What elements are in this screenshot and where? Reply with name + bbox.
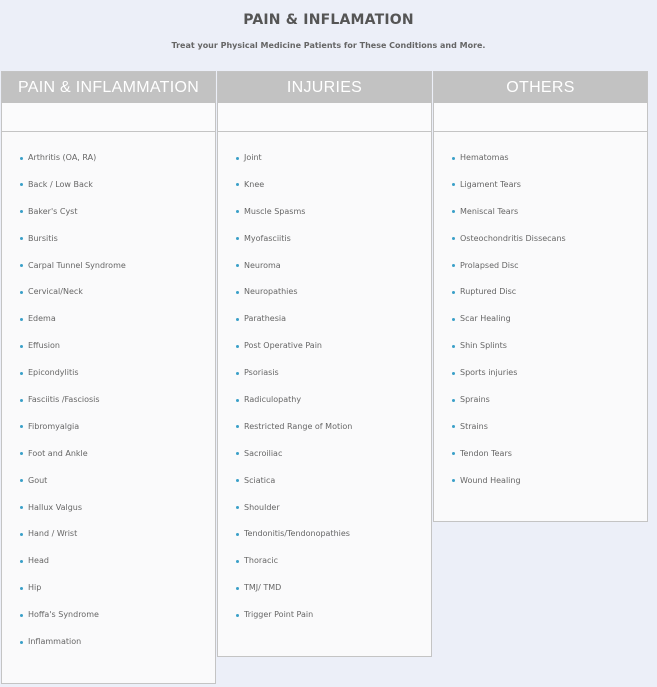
bullet-icon bbox=[20, 345, 23, 348]
bullet-icon bbox=[236, 157, 239, 160]
column-spacer bbox=[218, 103, 431, 132]
bullet-icon bbox=[452, 157, 455, 160]
list-item-label: Back / Low Back bbox=[28, 179, 93, 189]
list-item-label: Foot and Ankle bbox=[28, 448, 88, 458]
list-item bbox=[434, 313, 647, 340]
condition-list bbox=[2, 132, 215, 663]
bullet-icon bbox=[452, 479, 455, 482]
bullet-icon bbox=[236, 587, 239, 590]
column-pain-inflammation bbox=[1, 71, 216, 684]
column-heading: OTHERS bbox=[434, 72, 647, 103]
list-item-label: Head bbox=[28, 556, 49, 566]
list-item-label: Thoracic bbox=[244, 556, 279, 566]
bullet-icon bbox=[236, 425, 239, 428]
bullet-icon bbox=[452, 183, 455, 186]
list-item-label: Edema bbox=[28, 314, 56, 324]
list-item bbox=[218, 475, 431, 502]
list-item bbox=[218, 233, 431, 260]
list-item-label: Sprains bbox=[460, 395, 490, 405]
bullet-icon bbox=[20, 318, 23, 321]
bullet-icon bbox=[452, 372, 455, 375]
list-item-label: Effusion bbox=[28, 341, 60, 351]
list-item bbox=[434, 448, 647, 475]
list-item bbox=[2, 233, 215, 260]
bullet-icon bbox=[452, 210, 455, 213]
list-item-label: Shoulder bbox=[244, 502, 280, 512]
page-title: PAIN & INFLAMATION bbox=[243, 12, 414, 28]
bullet-icon bbox=[236, 560, 239, 563]
list-item-label: Neuroma bbox=[244, 260, 281, 270]
column-injuries bbox=[217, 71, 432, 657]
bullet-icon bbox=[452, 291, 455, 294]
list-item bbox=[434, 421, 647, 448]
list-item bbox=[218, 528, 431, 555]
list-item-label: Psoriasis bbox=[244, 368, 279, 378]
bullet-icon bbox=[20, 183, 23, 186]
bullet-icon bbox=[20, 506, 23, 509]
list-item-label: Post Operative Pain bbox=[244, 341, 322, 351]
list-item-label: Trigger Point Pain bbox=[244, 610, 314, 620]
bullet-icon bbox=[236, 345, 239, 348]
list-item-label: Hand / Wrist bbox=[28, 529, 78, 539]
bullet-icon bbox=[452, 318, 455, 321]
list-item bbox=[218, 152, 431, 179]
list-item bbox=[2, 152, 215, 179]
list-item-label: Hip bbox=[28, 583, 42, 593]
list-item-label: TMJ/ TMD bbox=[244, 583, 282, 593]
bullet-icon bbox=[20, 587, 23, 590]
list-item-label: Arthritis (OA, RA) bbox=[28, 153, 97, 162]
list-item bbox=[218, 340, 431, 367]
list-item bbox=[2, 260, 215, 287]
list-item-label: Hoffa's Syndrome bbox=[28, 610, 99, 620]
bullet-icon bbox=[20, 560, 23, 563]
list-item bbox=[434, 233, 647, 260]
list-item bbox=[218, 421, 431, 448]
column-others bbox=[433, 71, 648, 522]
list-item-label: Scar Healing bbox=[460, 314, 511, 324]
list-item-label: Sciatica bbox=[244, 475, 276, 485]
column-spacer bbox=[2, 103, 215, 132]
list-item bbox=[2, 555, 215, 582]
bullet-icon bbox=[20, 237, 23, 240]
bullet-icon bbox=[452, 237, 455, 240]
list-item bbox=[2, 475, 215, 502]
bullet-icon bbox=[452, 345, 455, 348]
bullet-icon bbox=[452, 452, 455, 455]
bullet-icon bbox=[20, 157, 23, 160]
list-item-label: Bursitis bbox=[28, 233, 58, 243]
list-item-label: Sacroiliac bbox=[244, 448, 283, 458]
list-item-label: Ruptured Disc bbox=[460, 287, 517, 297]
bullet-icon bbox=[20, 533, 23, 536]
bullet-icon bbox=[20, 641, 23, 644]
list-item bbox=[2, 528, 215, 555]
list-item bbox=[218, 313, 431, 340]
list-item bbox=[218, 286, 431, 313]
list-item-label: Knee bbox=[244, 179, 265, 189]
list-item bbox=[218, 206, 431, 233]
list-item-label: Radiculopathy bbox=[244, 395, 302, 405]
bullet-icon bbox=[236, 399, 239, 402]
list-item bbox=[434, 206, 647, 233]
bullet-icon bbox=[236, 264, 239, 267]
bullet-icon bbox=[236, 614, 239, 617]
list-item bbox=[2, 286, 215, 313]
list-item bbox=[434, 286, 647, 313]
condition-list bbox=[218, 132, 431, 636]
list-item-label: Hematomas bbox=[460, 153, 509, 162]
bullet-icon bbox=[236, 533, 239, 536]
list-item-label: Prolapsed Disc bbox=[460, 260, 519, 270]
page-subtitle: Treat your Physical Medicine Patients for These Conditions and More. bbox=[171, 41, 486, 50]
list-item bbox=[218, 502, 431, 529]
list-item bbox=[2, 367, 215, 394]
list-item-label: Shin Splints bbox=[460, 341, 507, 351]
list-item-label: Hallux Valgus bbox=[28, 502, 83, 512]
list-item-label: Fibromyalgia bbox=[28, 421, 80, 431]
bullet-icon bbox=[20, 264, 23, 267]
list-item bbox=[218, 260, 431, 287]
list-item bbox=[218, 582, 431, 609]
bullet-icon bbox=[20, 452, 23, 455]
list-item bbox=[218, 394, 431, 421]
list-item bbox=[218, 367, 431, 394]
list-item bbox=[2, 313, 215, 340]
list-item bbox=[434, 367, 647, 394]
condition-list bbox=[434, 132, 647, 502]
bullet-icon bbox=[236, 210, 239, 213]
list-item bbox=[2, 502, 215, 529]
bullet-icon bbox=[452, 264, 455, 267]
list-item-label: Strains bbox=[460, 421, 488, 431]
list-item-label: Parathesia bbox=[244, 314, 286, 324]
list-item bbox=[2, 421, 215, 448]
bullet-icon bbox=[452, 425, 455, 428]
bullet-icon bbox=[20, 291, 23, 294]
column-spacer bbox=[434, 103, 647, 132]
column-heading: INJURIES bbox=[218, 72, 431, 103]
list-item bbox=[218, 609, 431, 636]
list-item-label: Sports injuries bbox=[460, 368, 518, 378]
list-item-label: Meniscal Tears bbox=[460, 206, 519, 216]
list-item-label: Muscle Spasms bbox=[244, 206, 306, 216]
bullet-icon bbox=[236, 291, 239, 294]
bullet-icon bbox=[20, 614, 23, 617]
list-item bbox=[2, 448, 215, 475]
list-item bbox=[2, 179, 215, 206]
bullet-icon bbox=[236, 183, 239, 186]
list-item-label: Myofasciitis bbox=[244, 233, 291, 243]
list-item bbox=[2, 340, 215, 367]
list-item-label: Tendonitis/Tendonopathies bbox=[244, 529, 350, 539]
list-item-label: Epicondylitis bbox=[28, 368, 79, 378]
bullet-icon bbox=[236, 318, 239, 321]
bullet-icon bbox=[236, 372, 239, 375]
list-item bbox=[434, 179, 647, 206]
list-item-label: Osteochondritis Dissecans bbox=[460, 233, 566, 243]
list-item-label: Gout bbox=[28, 475, 48, 485]
bullet-icon bbox=[236, 479, 239, 482]
bullet-icon bbox=[20, 479, 23, 482]
list-item bbox=[218, 555, 431, 582]
list-item-label: Neuropathies bbox=[244, 287, 298, 297]
list-item-label: Cervical/Neck bbox=[28, 287, 83, 297]
list-item-label: Ligament Tears bbox=[460, 179, 521, 189]
list-item-label: Restricted Range of Motion bbox=[244, 421, 353, 431]
list-item bbox=[434, 394, 647, 421]
list-item-label: Tendon Tears bbox=[460, 448, 512, 458]
list-item bbox=[434, 340, 647, 367]
list-item bbox=[2, 636, 215, 663]
list-item bbox=[2, 206, 215, 233]
bullet-icon bbox=[20, 372, 23, 375]
bullet-icon bbox=[236, 237, 239, 240]
list-item bbox=[434, 475, 647, 502]
list-item bbox=[2, 582, 215, 609]
bullet-icon bbox=[20, 210, 23, 213]
list-item bbox=[434, 152, 647, 179]
list-item bbox=[434, 260, 647, 287]
bullet-icon bbox=[236, 452, 239, 455]
bullet-icon bbox=[20, 425, 23, 428]
list-item-label: Fasciitis /Fasciosis bbox=[28, 395, 100, 405]
list-item bbox=[2, 394, 215, 421]
bullet-icon bbox=[20, 399, 23, 402]
bullet-icon bbox=[236, 506, 239, 509]
list-item-label: Wound Healing bbox=[460, 475, 521, 485]
list-item bbox=[218, 448, 431, 475]
list-item-label: Baker's Cyst bbox=[28, 206, 78, 216]
list-item bbox=[218, 179, 431, 206]
list-item-label: Joint bbox=[244, 153, 262, 162]
column-heading: PAIN & INFLAMMATION bbox=[2, 72, 215, 103]
list-item-label: Inflammation bbox=[28, 637, 82, 647]
list-item-label: Carpal Tunnel Syndrome bbox=[28, 260, 126, 270]
bullet-icon bbox=[452, 399, 455, 402]
list-item bbox=[2, 609, 215, 636]
